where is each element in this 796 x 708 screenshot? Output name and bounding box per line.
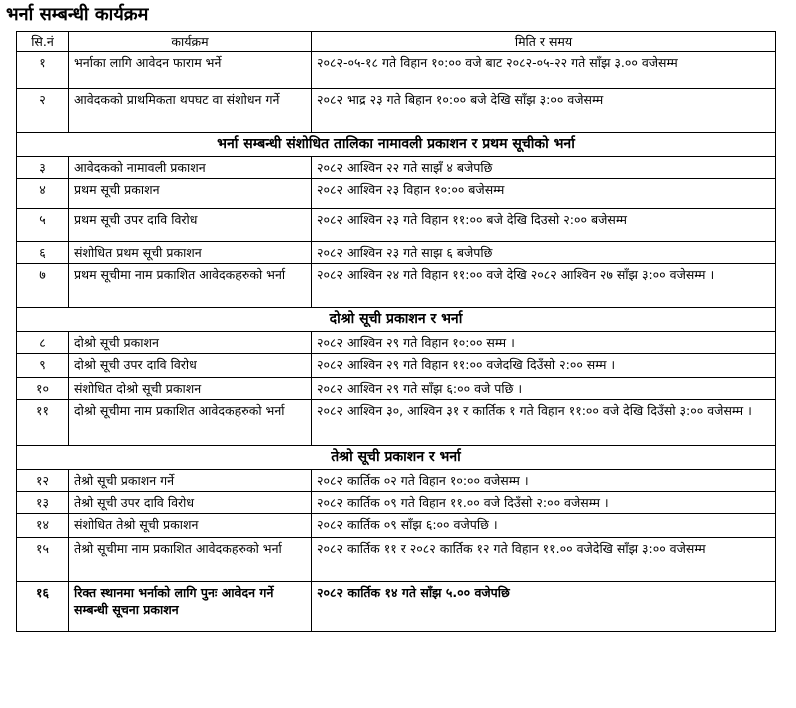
row-sn: ९	[17, 354, 69, 378]
page-title: भर्ना सम्बन्धी कार्यक्रम	[6, 4, 149, 25]
row-datetime: २०८२ भाद्र २३ गते बिहान १०:०० बजे देखि साँझ ३:०० वजेसम्म	[312, 89, 776, 133]
row-datetime: २०८२ आश्विन २९ गते साँझ ६:०० वजे पछि ।	[312, 378, 776, 400]
section-heading: दोश्रो सूची प्रकाशन र भर्ना	[17, 308, 776, 332]
table-row	[17, 492, 776, 514]
row-program: तेश्रो सूची उपर दावि विरोध	[69, 492, 312, 514]
section-row	[17, 308, 776, 332]
row-sn: १०	[17, 378, 69, 400]
row-sn: २	[17, 89, 69, 133]
row-datetime: २०८२ कार्तिक ०२ गते विहान १०:०० वजेसम्म ।	[312, 470, 776, 492]
row-program: तेश्रो सूची प्रकाशन गर्ने	[69, 470, 312, 492]
row-sn: ४	[17, 179, 69, 209]
row-datetime: २०८२ कार्तिक ११ र २०८२ कार्तिक १२ गते विहान ११.०० वजेदेखि साँझ ३:०० वजेसम्म	[312, 538, 776, 582]
row-datetime: २०८२ कार्तिक १४ गते साँझ ५.०० वजेपछि	[312, 582, 776, 632]
row-program: दोश्रो सूची उपर दावि विरोध	[69, 354, 312, 378]
table-row	[17, 514, 776, 538]
row-datetime: २०८२ कार्तिक ०९ साँझ ६:०० वजेपछि ।	[312, 514, 776, 538]
row-datetime: २०८२ आश्विन २४ गते विहान ११:०० वजे देखि २०८२ आश्विन २७ साँझ ३:०० वजेसम्म ।	[312, 264, 776, 308]
row-sn: १२	[17, 470, 69, 492]
row-sn: १	[17, 52, 69, 89]
table-row	[17, 400, 776, 446]
row-datetime: २०८२ आश्विन २३ गते विहान ११:०० बजे देखि दिउसो २:०० बजेसम्म	[312, 209, 776, 242]
table-row	[17, 179, 776, 209]
table-row	[17, 332, 776, 354]
row-program: दोश्रो सूची प्रकाशन	[69, 332, 312, 354]
row-program: भर्नाका लागि आवेदन फाराम भर्ने	[69, 52, 312, 89]
row-sn: ३	[17, 157, 69, 179]
table-row	[17, 157, 776, 179]
header-sn: सि.नं	[17, 32, 69, 52]
row-sn: ५	[17, 209, 69, 242]
row-datetime: २०८२-०५-१८ गते विहान १०:०० वजे बाट २०८२-०५-२२ गते साँझ ३.०० वजेसम्म	[312, 52, 776, 89]
section-heading: तेश्रो सूची प्रकाशन र भर्ना	[17, 446, 776, 470]
table-row	[17, 209, 776, 242]
table-row	[17, 582, 776, 632]
schedule-table	[16, 31, 776, 632]
row-datetime: २०८२ आश्विन २९ गते विहान ११:०० वजेदखि दिउँसो २:०० सम्म ।	[312, 354, 776, 378]
row-program: तेश्रो सूचीमा नाम प्रकाशित आवेदकहरुको भर्ना	[69, 538, 312, 582]
row-program: आवेदकको प्राथमिकता थपघट वा संशोधन गर्ने	[69, 89, 312, 133]
table-row	[17, 52, 776, 89]
row-program: संशोधित तेश्रो सूची प्रकाशन	[69, 514, 312, 538]
row-datetime: २०८२ कार्तिक ०९ गते विहान ११.०० वजे दिउँसो २:०० वजेसम्म ।	[312, 492, 776, 514]
section-heading: भर्ना सम्बन्धी संशोधित तालिका नामावली प्रकाशन र प्रथम सूचीको भर्ना	[17, 133, 776, 157]
section-row	[17, 446, 776, 470]
row-program: प्रथम सूची प्रकाशन	[69, 179, 312, 209]
row-program: दोश्रो सूचीमा नाम प्रकाशित आवेदकहरुको भर्ना	[69, 400, 312, 446]
row-datetime: २०८२ आश्विन २९ गते विहान १०:०० सम्म ।	[312, 332, 776, 354]
row-datetime: २०८२ आश्विन ३०, आश्विन ३१ र कार्तिक १ गते विहान ११:०० वजे देखि दिउँसो ३:०० वजेसम्म ।	[312, 400, 776, 446]
row-datetime: २०८२ आश्विन २२ गते साझँ ४ बजेपछि	[312, 157, 776, 179]
header-program: कार्यक्रम	[69, 32, 312, 52]
row-sn: ७	[17, 264, 69, 308]
row-datetime: २०८२ आश्विन २३ विहान १०:०० बजेसम्म	[312, 179, 776, 209]
row-program: संशोधित दोश्रो सूची प्रकाशन	[69, 378, 312, 400]
table-row	[17, 378, 776, 400]
table-row	[17, 470, 776, 492]
header-datetime: मिति र समय	[312, 32, 776, 52]
row-program: रिक्त स्थानमा भर्नाको लागि पुनः आवेदन गर्ने सम्बन्धी सूचना प्रकाशन	[69, 582, 312, 632]
row-program: प्रथम सूची उपर दावि विरोध	[69, 209, 312, 242]
table-row	[17, 89, 776, 133]
table-row	[17, 354, 776, 378]
row-sn: १५	[17, 538, 69, 582]
row-program: आवेदकको नामावली प्रकाशन	[69, 157, 312, 179]
table-row	[17, 264, 776, 308]
row-program: प्रथम सूचीमा नाम प्रकाशित आवेदकहरुको भर्ना	[69, 264, 312, 308]
row-sn: १४	[17, 514, 69, 538]
row-sn: ६	[17, 242, 69, 264]
section-row	[17, 133, 776, 157]
table-row	[17, 242, 776, 264]
header-row	[17, 32, 776, 52]
row-sn: ८	[17, 332, 69, 354]
row-datetime: २०८२ आश्विन २३ गते साझ ६ बजेपछि	[312, 242, 776, 264]
row-sn: १६	[17, 582, 69, 632]
table-row	[17, 538, 776, 582]
row-program: संशोधित प्रथम सूची प्रकाशन	[69, 242, 312, 264]
row-sn: १३	[17, 492, 69, 514]
row-sn: ११	[17, 400, 69, 446]
